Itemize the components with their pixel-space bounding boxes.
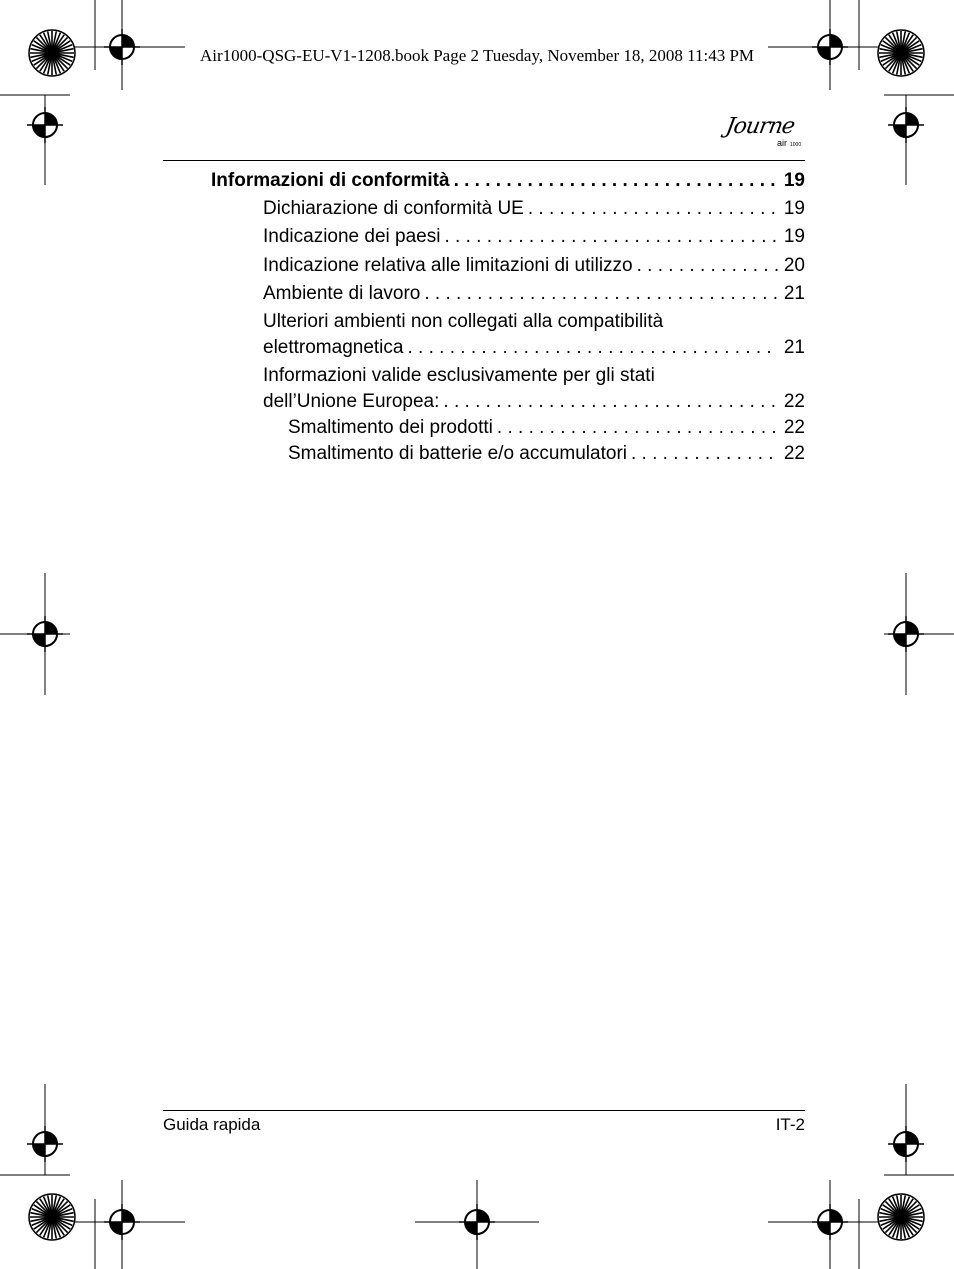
toc-leader [524,197,778,221]
toc-entry-informazioni-line1[interactable]: Informazioni valide esclusivamente per gli stati [263,365,655,386]
toc-page: 22 [783,391,805,412]
toc-page: 19 [783,198,805,219]
toc-page: 22 [783,443,805,464]
toc-leader [420,282,777,306]
footer-page-number: IT-2 [775,1115,805,1134]
brand-logo [722,114,808,160]
toc-leader [440,225,777,249]
toc-entry-limitazioni[interactable] [263,254,805,278]
toc-label: elettromagnetica [263,337,404,358]
toc-entry-dichiarazione[interactable] [263,197,805,221]
toc-page: 19 [783,170,805,191]
toc-label: Ambiente di lavoro [263,283,421,304]
toc-leader [439,390,777,414]
toc-page: 22 [783,417,805,438]
toc-label: Smaltimento dei prodotti [288,417,493,438]
toc-entry-informazioni[interactable] [263,390,805,414]
toc-entry-ulteriori-line1[interactable]: Ulteriori ambienti non collegati alla compatibilità [263,311,664,332]
logo-air: air [777,138,788,148]
toc-leader [633,254,778,278]
toc-leader [403,336,777,360]
logo-number: 1000 [790,142,802,148]
toc-label: Indicazione dei paesi [263,226,441,247]
print-header: Air1000-QSG-EU-V1-1208.book Page 2 Tuesday, November 18, 2008 11:43 PM [199,46,755,65]
toc-leader [627,442,778,466]
toc-page: 20 [783,255,805,276]
toc-entry-main[interactable] [211,169,805,193]
toc-entry-prodotti[interactable] [288,416,805,440]
toc-label: Smaltimento di batterie e/o accumulatori [288,443,627,464]
toc-label: Informazioni di conformità [211,170,450,191]
toc-page: 21 [783,283,805,304]
toc-entry-batterie[interactable] [288,442,805,466]
toc-entry-ulteriori[interactable] [263,336,805,360]
toc-leader [450,169,778,193]
header-rule [163,160,805,161]
toc-page: 19 [783,226,805,247]
logo-script: Journe [723,114,797,139]
toc-entry-paesi[interactable] [263,225,805,249]
footer-guide-title: Guida rapida [163,1115,261,1134]
toc-label: dell’Unione Europea: [263,391,440,412]
toc-label: Dichiarazione di conformità UE [263,198,524,219]
toc-page: 21 [783,337,805,358]
toc-label: Indicazione relativa alle limitazioni di utilizzo [263,255,633,276]
footer-rule [163,1110,805,1111]
toc-entry-ambiente[interactable] [263,282,805,306]
toc-leader [493,416,778,440]
